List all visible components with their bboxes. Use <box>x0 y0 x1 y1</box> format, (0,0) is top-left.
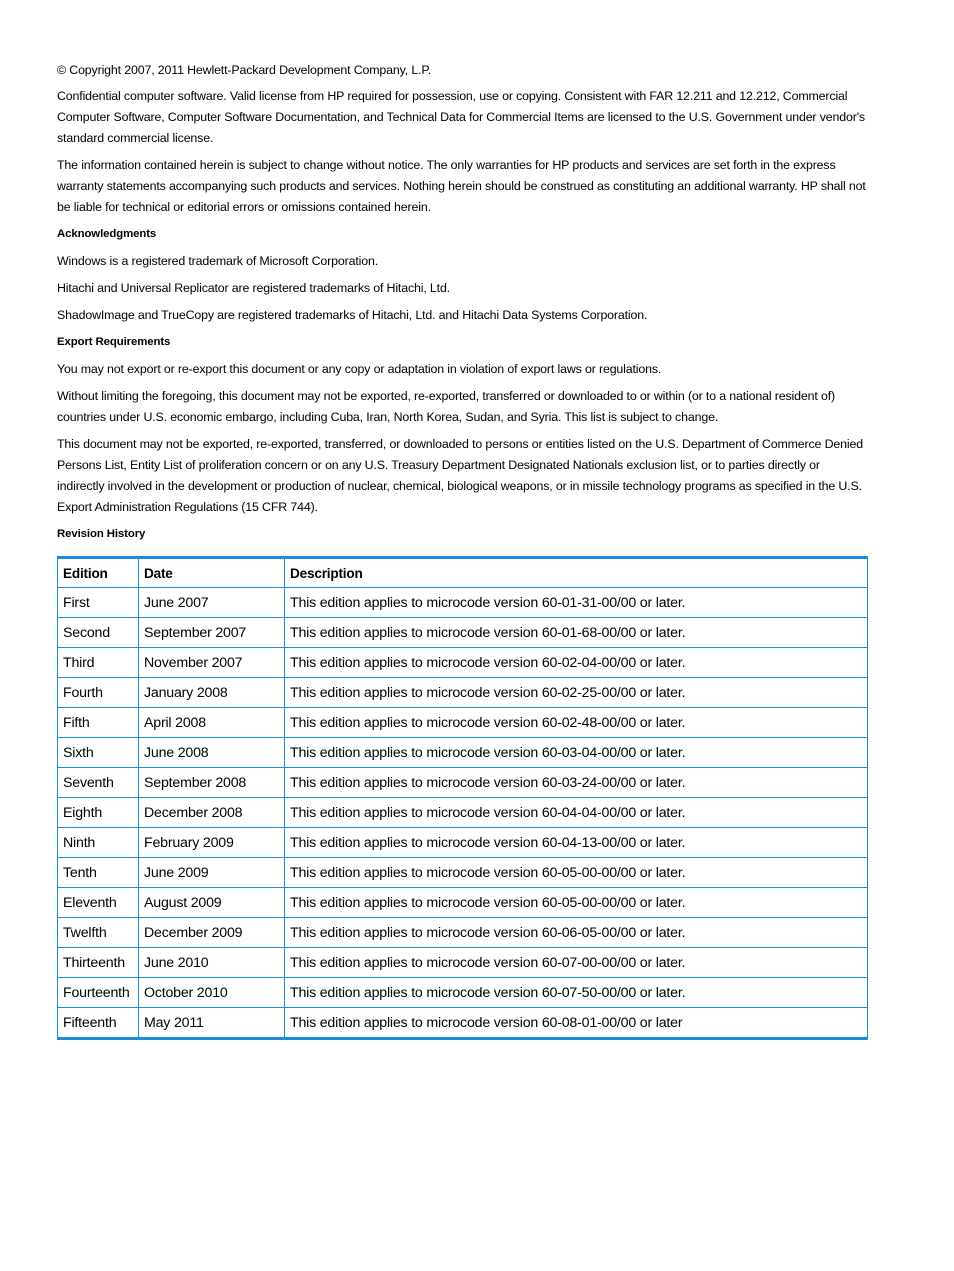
edition-cell: Eleventh <box>58 888 139 918</box>
column-header-date: Date <box>139 558 285 588</box>
edition-cell: Thirteenth <box>58 948 139 978</box>
column-header-edition: Edition <box>58 558 139 588</box>
export-paragraph: This document may not be exported, re-exported, transferred, or downloaded to persons or entities listed on the U.S. Department of Commerce Denied Persons List, Entity List of proliferation concern or on any U.S. Treasury Department Designated Nationals exclusion list, or to parties directly or indirectly involved in the development or production of nuclear, chemical, biological weapons, or in missile technology programs as specified in the U.S. Export Administration Regulations (15 CFR 744). <box>57 437 863 514</box>
date-cell: December 2009 <box>139 918 285 948</box>
acknowledgment-item: Windows is a registered trademark of Microsoft Corporation. <box>57 254 379 268</box>
column-header-description: Description <box>285 558 868 588</box>
edition-cell: Second <box>58 618 139 648</box>
description-cell: This edition applies to microcode version 60-01-68-00/00 or later. <box>285 618 868 648</box>
description-cell: This edition applies to microcode version 60-02-48-00/00 or later. <box>285 708 868 738</box>
edition-cell: Fourteenth <box>58 978 139 1008</box>
table-row <box>58 828 868 858</box>
date-cell: June 2007 <box>139 588 285 618</box>
description-cell: This edition applies to microcode version 60-03-04-00/00 or later. <box>285 738 868 768</box>
license-paragraph: Confidential computer software. Valid license from HP required for possession, use or copying. Consistent with FAR 12.211 and 12.212, Commercial Computer Software, Computer Software Documentation, and Technical Data for Commercial Items are licensed to the U.S. Government under vendor's standard commercial license. <box>57 89 865 145</box>
description-cell: This edition applies to microcode version 60-03-24-00/00 or later. <box>285 768 868 798</box>
description-cell: This edition applies to microcode version 60-07-00-00/00 or later. <box>285 948 868 978</box>
date-cell: September 2008 <box>139 768 285 798</box>
table-row <box>58 588 868 618</box>
table-row <box>58 798 868 828</box>
date-cell: June 2009 <box>139 858 285 888</box>
description-cell: This edition applies to microcode version 60-02-25-00/00 or later. <box>285 678 868 708</box>
revision-history-table <box>57 556 868 1040</box>
table-row <box>58 678 868 708</box>
edition-cell: First <box>58 588 139 618</box>
edition-cell: Tenth <box>58 858 139 888</box>
edition-cell: Sixth <box>58 738 139 768</box>
date-cell: December 2008 <box>139 798 285 828</box>
date-cell: October 2010 <box>139 978 285 1008</box>
description-cell: This edition applies to microcode version 60-07-50-00/00 or later. <box>285 978 868 1008</box>
description-cell: This edition applies to microcode version 60-05-00-00/00 or later. <box>285 888 868 918</box>
date-cell: February 2009 <box>139 828 285 858</box>
edition-cell: Seventh <box>58 768 139 798</box>
edition-cell: Fifth <box>58 708 139 738</box>
revision-history-heading: Revision History <box>57 528 146 540</box>
table-row <box>58 1008 868 1039</box>
table-row <box>58 768 868 798</box>
description-cell: This edition applies to microcode version 60-05-00-00/00 or later. <box>285 858 868 888</box>
edition-cell: Fifteenth <box>58 1008 139 1039</box>
date-cell: April 2008 <box>139 708 285 738</box>
date-cell: November 2007 <box>139 648 285 678</box>
table-row <box>58 888 868 918</box>
revision-history-table-wrapper <box>57 556 868 1040</box>
export-requirements-heading: Export Requirements <box>57 336 171 348</box>
table-row <box>58 648 868 678</box>
acknowledgment-item: ShadowImage and TrueCopy are registered trademarks of Hitachi, Ltd. and Hitachi Data Systems Corporation. <box>57 308 648 322</box>
date-cell: January 2008 <box>139 678 285 708</box>
description-cell: This edition applies to microcode version 60-06-05-00/00 or later. <box>285 918 868 948</box>
warranty-paragraph: The information contained herein is subject to change without notice. The only warranties for HP products and services are set forth in the express warranty statements accompanying such products and services. Nothing herein should be construed as constituting an additional warranty. HP shall not be liable for technical or editorial errors or omissions contained herein. <box>57 158 866 214</box>
edition-cell: Third <box>58 648 139 678</box>
copyright-notice: © Copyright 2007, 2011 Hewlett-Packard Development Company, L.P. <box>57 63 432 77</box>
description-cell: This edition applies to microcode version 60-08-01-00/00 or later <box>285 1008 868 1039</box>
description-cell: This edition applies to microcode version 60-04-04-00/00 or later. <box>285 798 868 828</box>
table-row <box>58 918 868 948</box>
table-row <box>58 618 868 648</box>
date-cell: August 2009 <box>139 888 285 918</box>
date-cell: June 2008 <box>139 738 285 768</box>
edition-cell: Eighth <box>58 798 139 828</box>
edition-cell: Ninth <box>58 828 139 858</box>
edition-cell: Twelfth <box>58 918 139 948</box>
description-cell: This edition applies to microcode version 60-04-13-00/00 or later. <box>285 828 868 858</box>
table-row <box>58 948 868 978</box>
table-header-row <box>58 558 868 588</box>
edition-cell: Fourth <box>58 678 139 708</box>
table-row <box>58 708 868 738</box>
document-body <box>57 60 869 551</box>
acknowledgments-heading: Acknowledgments <box>57 228 157 240</box>
description-cell: This edition applies to microcode version 60-01-31-00/00 or later. <box>285 588 868 618</box>
table-row <box>58 858 868 888</box>
acknowledgment-item: Hitachi and Universal Replicator are registered trademarks of Hitachi, Ltd. <box>57 281 451 295</box>
export-paragraph: You may not export or re-export this document or any copy or adaptation in violation of export laws or regulations. <box>57 362 662 376</box>
description-cell: This edition applies to microcode version 60-02-04-00/00 or later. <box>285 648 868 678</box>
date-cell: June 2010 <box>139 948 285 978</box>
table-row <box>58 978 868 1008</box>
export-paragraph: Without limiting the foregoing, this document may not be exported, re-exported, transferred or downloaded to or within (or to a national resident of) countries under U.S. economic embargo, including Cuba, Iran, North Korea, Sudan, and Syria. This list is subject to change. <box>57 389 835 424</box>
date-cell: September 2007 <box>139 618 285 648</box>
table-row <box>58 738 868 768</box>
date-cell: May 2011 <box>139 1008 285 1039</box>
